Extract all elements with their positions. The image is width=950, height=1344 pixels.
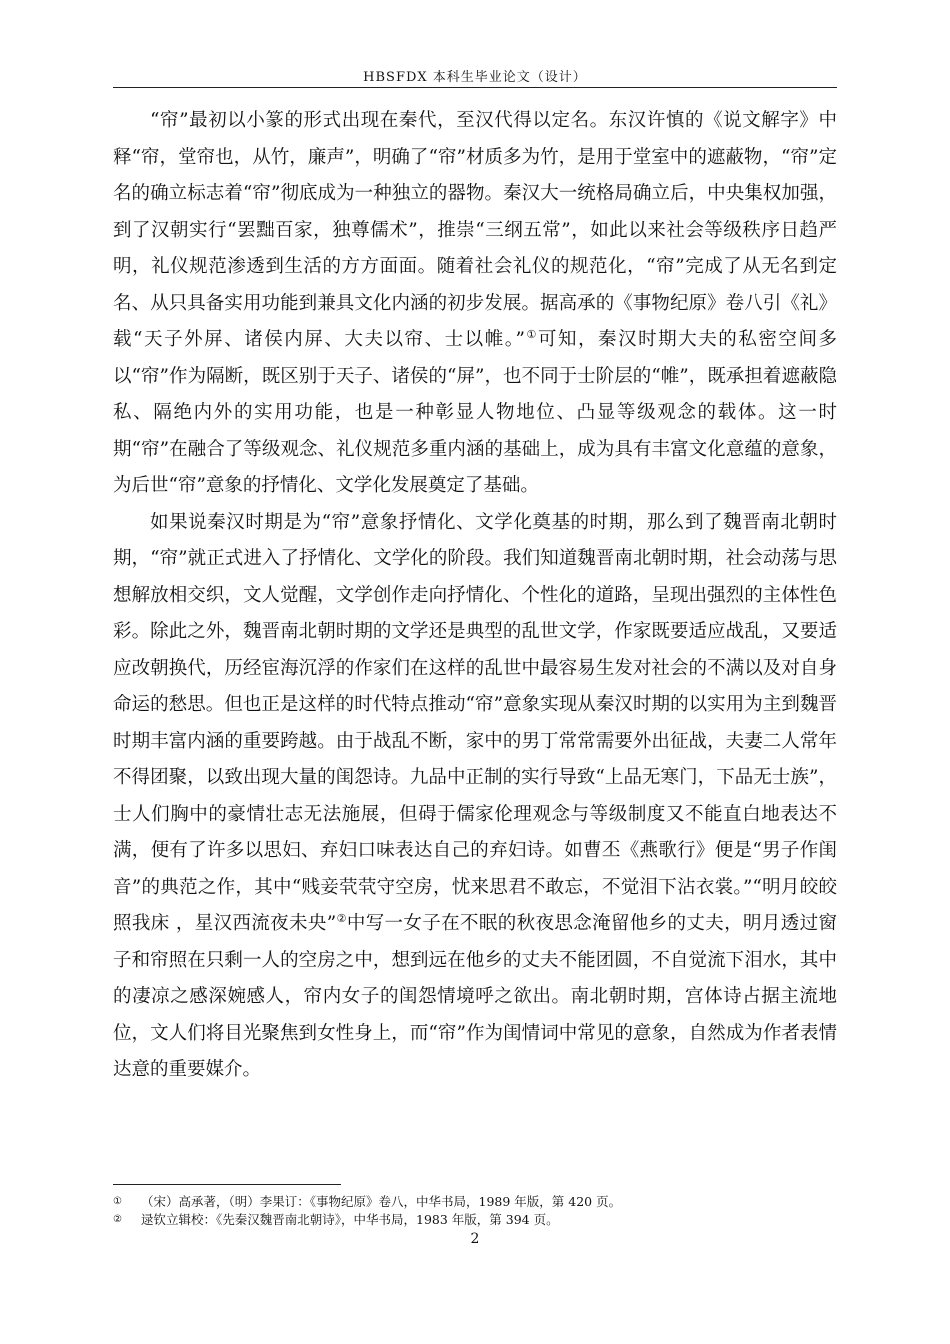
footnotes: [113, 1193, 837, 1229]
footnote-1-text: （宋）高承著，（明）李果订：《事物纪原》卷八，中华书局，1989 年版，第 420 页。: [141, 1194, 622, 1209]
page-header: HBSFDX 本科生毕业论文（设计）: [363, 70, 587, 85]
footnote-rule: [113, 1184, 341, 1185]
paragraph-2-text-a: 如果说秦汉时期是为“帘”意象抒情化、文学化奠基的时期，那么到了魏晋南北朝时期，“帘”就正式进入了抒情化、文学化的阶段。我们知道魏晋南北朝时期，社会动荡与思想解放相交织，文人觉醒，文学创作走向抒情化、个性化的道路，呈现出强烈的主体性色彩。除此之外，魏晋南北朝时期的文学还是典型的乱世文学，作家既要适应战乱，又要适应改朝换代，历经宦海沉浮的作家们在这样的乱世中最容易生发对社会的不满以及对自身命运的愁思。但也正是这样的时代特点推动“帘”意象实现从秦汉时期的以实用为主到魏晋时期丰富内涵的重要跨越。由于战乱不断，家中的男丁常常需要外出征战，夫妻二人常年不得团聚，以致出现大量的闺怨诗。九品中正制的实行导致“上品无寒门，下品无士族”，士人们胸中的豪情壮志无法施展，但碍于儒家伦理观念与等级制度又不能直白地表达不满，便有了许多以思妇、弃妇口味表达自己的弃妇诗。如曹丕《燕歌行》便是“男子作闺音”的典范之作，其中“贱妾茕茕守空房，忧来思君不敢忘，不觉泪下沾衣裳。”“明月皎皎照我床 ，星汉西流夜未央”: [113, 511, 837, 934]
footnote-2-text: 逯钦立辑校：《先秦汉魏晋南北朝诗》，中华书局，1983 年版，第 394 页。: [141, 1212, 559, 1227]
paragraph-2-text-b: 中写一女子在不眠的秋夜思念淹留他乡的丈夫，明月透过窗子和帘照在只剩一人的空房之中，想到远在他乡的丈夫不能团圆，不自觉流下泪水，其中的凄凉之感深婉感人，帘内女子的闺怨情境呼之欲出。南北朝时期，宫体诗占据主流地位，文人们将目光聚焦到女性身上，而“帘”作为闺情词中常见的意象，自然成为作者表情达意的重要媒介。: [113, 913, 837, 1080]
footnote-ref-1[interactable]: ①: [524, 327, 538, 341]
body-text: [113, 103, 837, 1089]
paragraph-2: [113, 505, 837, 1089]
footnote-2: [113, 1211, 837, 1229]
footnote-ref-2[interactable]: ②: [336, 911, 347, 925]
paragraph-1: [113, 103, 837, 505]
footnote-1: [113, 1193, 837, 1211]
paragraph-1-text-b: 可知，秦汉时期大夫的私密空间多以“帘”作为隔断，既区别于天子、诸侯的“屏”，也不同于士阶层的“帷”，既承担着遮蔽隐私、隔绝内外的实用功能，也是一种彰显人物地位、凸显等级观念的载体。这一时期“帘”在融合了等级观念、礼仪规范多重内涵的基础上，成为具有丰富文化意蕴的意象，为后世“帘”意象的抒情化、文学化发展奠定了基础。: [113, 329, 837, 496]
footnote-2-mark: ②: [113, 1214, 122, 1225]
paragraph-1-text-a: “帘”最初以小篆的形式出现在秦代，至汉代得以定名。东汉许慎的《说文解字》中释“帘，堂帘也，从竹，廉声”，明确了“帘”材质多为竹，是用于堂室中的遮蔽物，“帘”定名的确立标志着“帘”彻底成为一种独立的器物。秦汉大一统格局确立后，中央集权加强，到了汉朝实行“罢黜百家，独尊儒术”，推崇“三纲五常”，如此以来社会等级秩序日趋严明，礼仪规范渗透到生活的方方面面。随着社会礼仪的规范化，“帘”完成了从无名到定名、从只具备实用功能到兼具文化内涵的初步发展。据高承的《事物纪原》卷八引《礼》载“天子外屏、诸侯内屏、大夫以帘、士以帷。”: [113, 110, 837, 350]
page-number: 2: [470, 1231, 480, 1247]
footnote-1-mark: ①: [113, 1196, 122, 1207]
header-rule: [113, 87, 837, 88]
